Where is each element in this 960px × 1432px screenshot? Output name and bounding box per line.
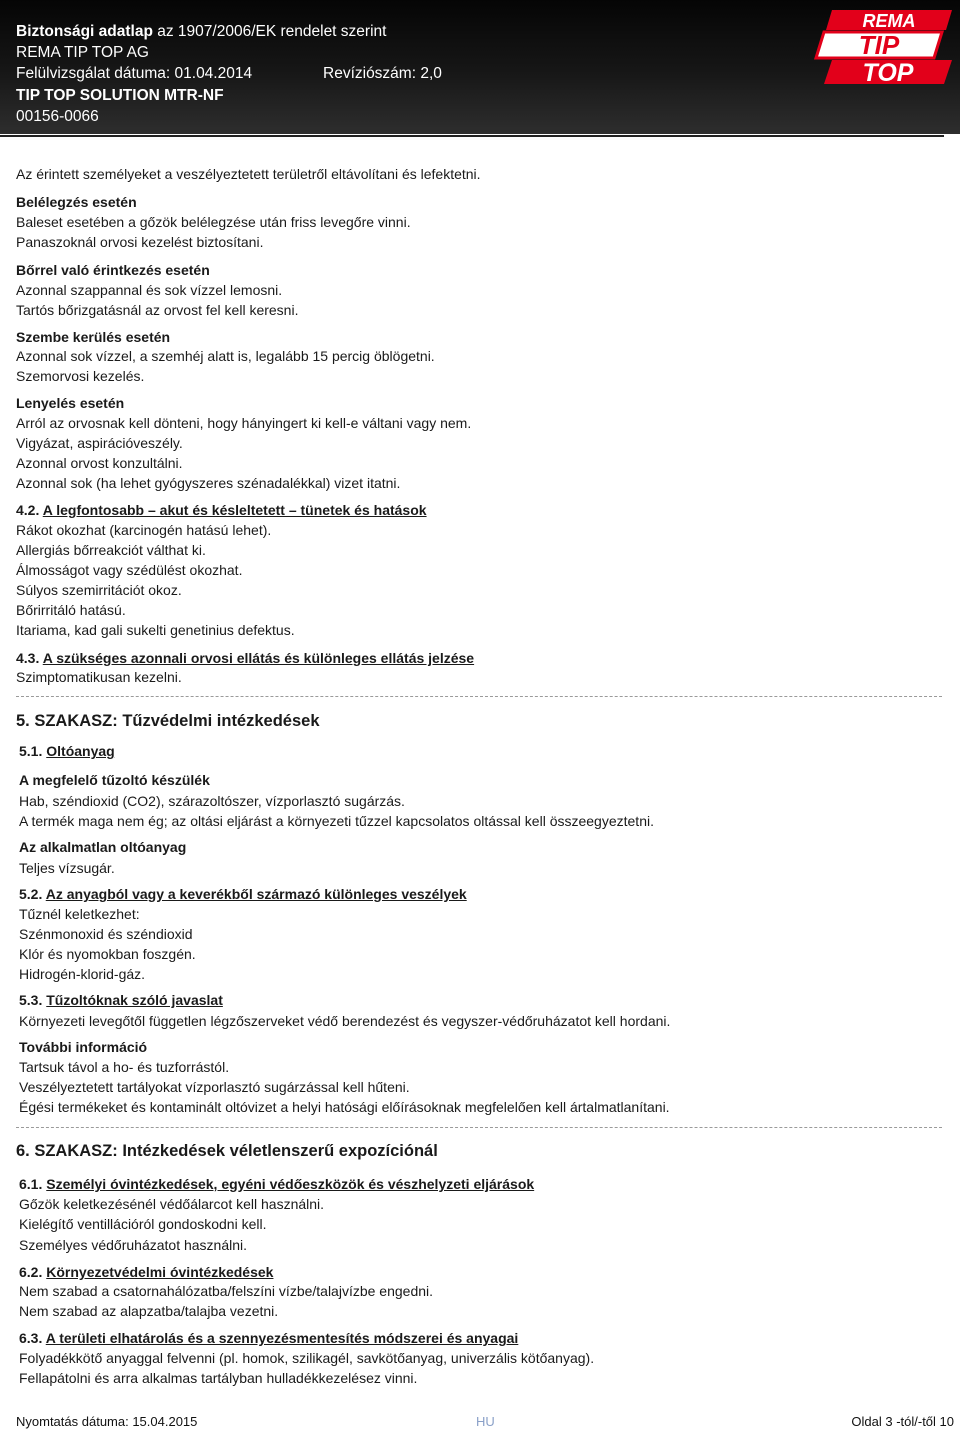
treatment-line-1: Szimptomatikusan kezelni.	[16, 669, 182, 685]
subsection-number: 5.2.	[19, 886, 43, 902]
symptom-line-5: Bőrirritáló hatású.	[16, 602, 126, 618]
ingestion-line-4: Azonnal sok (ha lehet gyógyszeres szénadalékkal) vizet itatni.	[16, 475, 401, 491]
skin-contact-heading: Bőrrel való érintkezés esetén	[16, 262, 210, 278]
hazards-line-2: Szénmonoxid és széndioxid	[19, 926, 193, 942]
subsection-6-2-heading	[19, 1264, 273, 1281]
ingestion-line-3: Azonnal orvost konzultálni.	[16, 455, 183, 471]
logo-tip-text: TIP	[858, 30, 900, 60]
product-code: 00156-0066	[16, 108, 99, 125]
header-rule	[0, 135, 944, 137]
further-info-line-2: Veszélyeztetett tartályokat vízporlasztó sugárzással kell hűteni.	[19, 1079, 410, 1095]
subsection-title: A területi elhatárolás és a szennyezésmentesítés módszerei és anyagai	[45, 1330, 519, 1346]
inhalation-line-1: Baleset esetében a gőzök belélegzése után friss levegőre vinni.	[16, 214, 411, 230]
subsection-number: 4.3.	[16, 650, 40, 666]
hazards-line-4: Hidrogén-klorid-gáz.	[19, 966, 146, 982]
containment-line-1: Folyadékkötő anyaggal felvenni (pl. homok, szilikagél, savkötőanyag, univerzális kötőanyag).	[19, 1350, 595, 1366]
revision-number: Revíziószám: 2,0	[323, 65, 442, 82]
subsection-title: Az anyagból vagy a keverékből származó különleges veszélyek	[45, 886, 467, 902]
subsection-title: Tűzoltóknak szóló javaslat	[46, 992, 223, 1008]
hazards-line-3: Klór és nyomokban foszgén.	[19, 946, 196, 962]
ingestion-line-2: Vigyázat, aspirációveszély.	[16, 435, 183, 451]
inhalation-line-2: Panaszoknál orvosi kezelést biztosítani.	[16, 234, 264, 250]
suitable-media-line-1: Hab, széndioxid (CO2), szárazoltószer, vízporlasztó sugárzás.	[19, 793, 405, 809]
section-5-title: 5. SZAKASZ: Tűzvédelmi intézkedések	[16, 712, 320, 730]
subsection-title: A legfontosabb – akut és késleltetett – tünetek és hatások	[42, 502, 427, 518]
review-date: Felülvizsgálat dátuma: 01.04.2014	[16, 65, 253, 82]
ingestion-line-1: Arról az orvosnak kell dönteni, hogy hányingert ki kell-e váltani vagy nem.	[16, 415, 472, 431]
further-info-line-1: Tartsuk távol a ho- és tuzforrástól.	[19, 1059, 230, 1075]
subsection-5-1-heading	[19, 743, 115, 760]
subsection-4-3-heading	[16, 650, 474, 667]
section-divider	[16, 1127, 942, 1128]
section-divider	[16, 696, 942, 697]
language-code: HU	[476, 1414, 495, 1429]
suitable-media-line-2: A termék maga nem ég; az oltási eljárást a környezeti tűzzel kapcsolatos oltással kell összeegyeztetni.	[19, 813, 654, 829]
subsection-5-3-heading	[19, 992, 223, 1009]
eye-contact-line-2: Szemorvosi kezelés.	[16, 368, 145, 384]
containment-line-2: Fellapátolni és arra alkalmas tartályban hulladékkezelésez vinni.	[19, 1370, 418, 1386]
subsection-title: Oltóanyag	[46, 743, 115, 759]
document-title	[16, 22, 386, 42]
hazards-line-1: Tűznél keletkezhet:	[19, 906, 140, 922]
logo-rema-text: REMA	[862, 11, 916, 31]
subsection-number: 5.1.	[19, 743, 43, 759]
section-6-title: 6. SZAKASZ: Intézkedések véletlenszerű expozíciónál	[16, 1142, 438, 1160]
symptom-line-6: Itariama, kad gali sukelti genetinius defektus.	[16, 622, 295, 638]
suitable-media-heading: A megfelelő tűzoltó készülék	[19, 772, 210, 788]
unsuitable-media-heading: Az alkalmatlan oltóanyag	[19, 839, 187, 855]
symptom-line-1: Rákot okozhat (karcinogén hatású lehet).	[16, 522, 272, 538]
inhalation-heading: Belélegzés esetén	[16, 194, 137, 210]
unsuitable-media-line-1: Teljes vízsugár.	[19, 860, 115, 876]
personal-precautions-line-1: Gőzök keletkezésénél védőálarcot kell használni.	[19, 1196, 325, 1212]
subsection-4-2-heading	[16, 502, 427, 519]
product-name: TIP TOP SOLUTION MTR-NF	[16, 87, 224, 104]
subsection-title: Személyi óvintézkedések, egyéni védőeszközök és vészhelyzeti eljárások	[46, 1176, 535, 1192]
subsection-5-2-heading	[19, 886, 467, 903]
skin-contact-line-1: Azonnal szappannal és sok vízzel lemosni.	[16, 282, 283, 298]
subsection-6-1-heading	[19, 1176, 534, 1193]
first-aid-intro: Az érintett személyeket a veszélyeztetett területről eltávolítani és lefektetni.	[16, 166, 481, 182]
further-info-line-3: Égési termékeket és kontaminált oltóvizet a helyi hatósági előírásoknak megfelelően kell ártalmatlanítani.	[19, 1099, 670, 1115]
subsection-6-3-heading	[19, 1330, 518, 1347]
subsection-title: Környezetvédelmi óvintézkedések	[46, 1264, 274, 1280]
company-name: REMA TIP TOP AG	[16, 44, 149, 61]
rema-tip-top-logo	[812, 4, 958, 86]
ingestion-heading: Lenyelés esetén	[16, 395, 125, 411]
symptom-line-3: Álmosságot vagy szédülést okozhat.	[16, 562, 243, 578]
environmental-precautions-line-2: Nem szabad az alapzatba/talajba vezetni.	[19, 1303, 279, 1319]
subsection-number: 6.2.	[19, 1264, 43, 1280]
page-number: Oldal 3 -tól/-től 10	[851, 1414, 954, 1429]
eye-contact-line-1: Azonnal sok vízzel, a szemhéj alatt is, legalább 15 percig öblögetni.	[16, 348, 435, 364]
personal-precautions-line-2: Kielégítő ventillációról gondoskodni kell.	[19, 1216, 267, 1232]
personal-precautions-line-3: Személyes védőruházatot használni.	[19, 1237, 248, 1253]
symptom-line-4: Súlyos szemirritációt okoz.	[16, 582, 182, 598]
symptom-line-2: Allergiás bőrreakciót válthat ki.	[16, 542, 206, 558]
skin-contact-line-2: Tartós bőrizgatásnál az orvost fel kell keresni.	[16, 302, 299, 318]
firefighter-advice-line-1: Környezeti levegőtől független légzőszerveket védő berendezést és vegyszer-védőruházatot kell hordani.	[19, 1013, 671, 1029]
print-date: Nyomtatás dátuma: 15.04.2015	[16, 1414, 198, 1429]
environmental-precautions-line-1: Nem szabad a csatornahálózatba/felszíni vízbe/talajvízbe engedni.	[19, 1283, 434, 1299]
subsection-number: 4.2.	[16, 502, 40, 518]
subsection-number: 5.3.	[19, 992, 43, 1008]
subsection-title: A szükséges azonnali orvosi ellátás és különleges ellátás jelzése	[42, 650, 475, 666]
subsection-number: 6.1.	[19, 1176, 43, 1192]
subsection-number: 6.3.	[19, 1330, 43, 1346]
title-bold: Biztonsági adatlap	[16, 23, 153, 40]
further-info-heading: További információ	[19, 1039, 148, 1055]
logo-top-text: TOP	[862, 59, 914, 86]
eye-contact-heading: Szembe kerülés esetén	[16, 329, 171, 345]
title-rest: az 1907/2006/EK rendelet szerint	[152, 23, 387, 40]
